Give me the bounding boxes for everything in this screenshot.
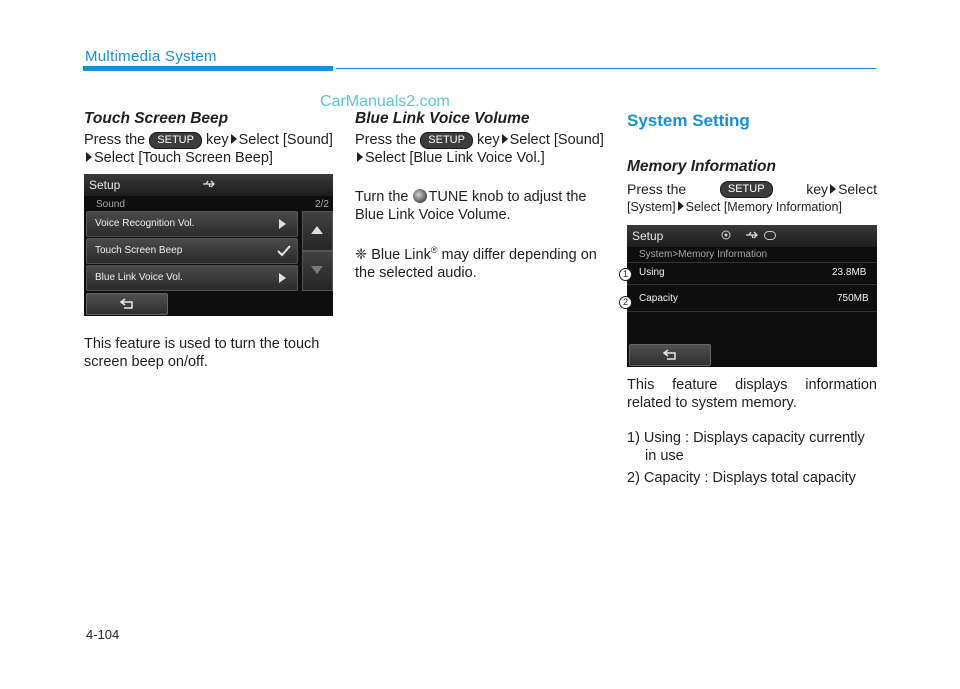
instr-press-text: Press the <box>355 132 417 148</box>
list-item-text: 2) Capacity : Displays total capacity <box>627 470 856 486</box>
arrow-right-icon <box>678 201 684 211</box>
back-button[interactable] <box>629 344 711 366</box>
arrow-right-icon <box>86 152 92 162</box>
memory-information-instructions <box>627 180 877 216</box>
system-setting-heading: System Setting <box>627 111 750 130</box>
scroll-up-button[interactable] <box>302 211 333 251</box>
screen-title: Setup <box>89 178 121 192</box>
tune-knob-icon <box>413 189 427 203</box>
screen-title: Setup <box>632 229 664 243</box>
callout-2: 2 <box>619 296 632 309</box>
setup-key-icon: SETUP <box>149 132 202 149</box>
instr-step2: Select [Memory Information] <box>685 200 842 214</box>
header-rule-thin <box>336 68 876 69</box>
chevron-right-icon <box>279 273 286 283</box>
back-arrow-icon <box>120 298 136 309</box>
page-number: 4-104 <box>86 627 120 642</box>
divider <box>627 262 877 263</box>
list-item-continuation: in use <box>645 448 684 464</box>
watermark: CarManuals2.com <box>320 93 450 110</box>
row-label: Touch Screen Beep <box>95 245 183 256</box>
instr-press-text: Press the <box>84 132 146 148</box>
record-icon <box>721 230 731 240</box>
using-label: Using <box>639 267 665 278</box>
note-symbol: ❈ <box>355 246 368 263</box>
row-label: Blue Link Voice Vol. <box>95 272 183 283</box>
blue-link-voice-instructions <box>355 131 607 167</box>
usb-icon <box>202 180 216 189</box>
divider <box>627 284 877 285</box>
sound-setup-screenshot <box>84 174 333 316</box>
touch-screen-beep-row[interactable] <box>86 238 298 264</box>
memory-info-screenshot <box>627 225 877 367</box>
using-value: 23.8MB <box>832 267 867 278</box>
list-item-text: 1) Using : Displays capacity currently <box>627 430 865 446</box>
callout-1: 1 <box>619 268 632 281</box>
screen-subtitle: Sound <box>96 199 125 210</box>
registered-mark: ® <box>430 245 438 255</box>
instr-press-text: Press the <box>627 181 687 197</box>
memory-info-list <box>627 429 882 487</box>
touch-screen-beep-instructions <box>84 131 336 167</box>
arrow-right-icon <box>231 134 237 144</box>
note-text: may differ depending on the selected audio. <box>355 246 597 281</box>
instr-step1b: [System] <box>627 200 676 214</box>
instr-key-text: key <box>477 132 500 148</box>
usb-icon <box>745 231 759 240</box>
section-title: Multimedia System <box>85 48 217 65</box>
blue-link-voice-heading: Blue Link Voice Volume <box>355 110 530 127</box>
divider <box>627 311 877 312</box>
touch-screen-beep-heading: Touch Screen Beep <box>84 110 229 127</box>
chevron-right-icon <box>279 219 286 229</box>
triangle-up-icon <box>311 226 323 234</box>
instr-key-text: key <box>806 181 829 197</box>
list-item <box>627 429 882 465</box>
arrow-right-icon <box>830 184 836 194</box>
screen-subtitle: System>Memory Information <box>639 249 768 260</box>
instr-step2: Select [Touch Screen Beep] <box>94 150 273 166</box>
header-rule-thick <box>83 66 333 71</box>
capacity-value: 750MB <box>837 293 869 304</box>
instr-step1: Select [Sound] <box>509 132 604 148</box>
instr-step2: Select [Blue Link Voice Vol.] <box>365 150 545 166</box>
back-button[interactable] <box>86 293 168 315</box>
instr-key-text: key <box>206 132 229 148</box>
tune-knob-instruction <box>355 188 605 224</box>
voice-recognition-row[interactable] <box>86 211 298 237</box>
row-label: Voice Recognition Vol. <box>95 218 195 229</box>
back-arrow-icon <box>663 349 679 360</box>
note-brand: Blue Link <box>371 246 431 263</box>
setup-key-icon: SETUP <box>720 181 773 198</box>
blue-link-voice-row[interactable] <box>86 265 298 291</box>
instr-step1: Select [Sound] <box>238 132 333 148</box>
memory-information-heading: Memory Information <box>627 158 776 175</box>
turn-post-text: TUNE knob to adjust the Blue Link Voice Volume. <box>355 189 587 223</box>
instr-step1: Select <box>838 181 877 197</box>
toggle-icon <box>764 231 776 240</box>
arrow-right-icon <box>502 134 508 144</box>
turn-pre-text: Turn the <box>355 189 409 205</box>
scroll-down-button[interactable] <box>302 251 333 291</box>
arrow-right-icon <box>357 152 363 162</box>
screen-page-indicator: 2/2 <box>315 199 329 210</box>
memory-info-description: This feature displays information related to system memory. <box>627 377 877 411</box>
triangle-down-icon <box>311 266 323 274</box>
setup-key-icon: SETUP <box>420 132 473 149</box>
touch-screen-beep-description: This feature is used to turn the touch screen beep on/off. <box>84 336 320 370</box>
check-icon <box>277 245 291 257</box>
blue-link-note <box>355 241 605 282</box>
capacity-label: Capacity <box>639 293 678 304</box>
list-item <box>627 469 882 487</box>
